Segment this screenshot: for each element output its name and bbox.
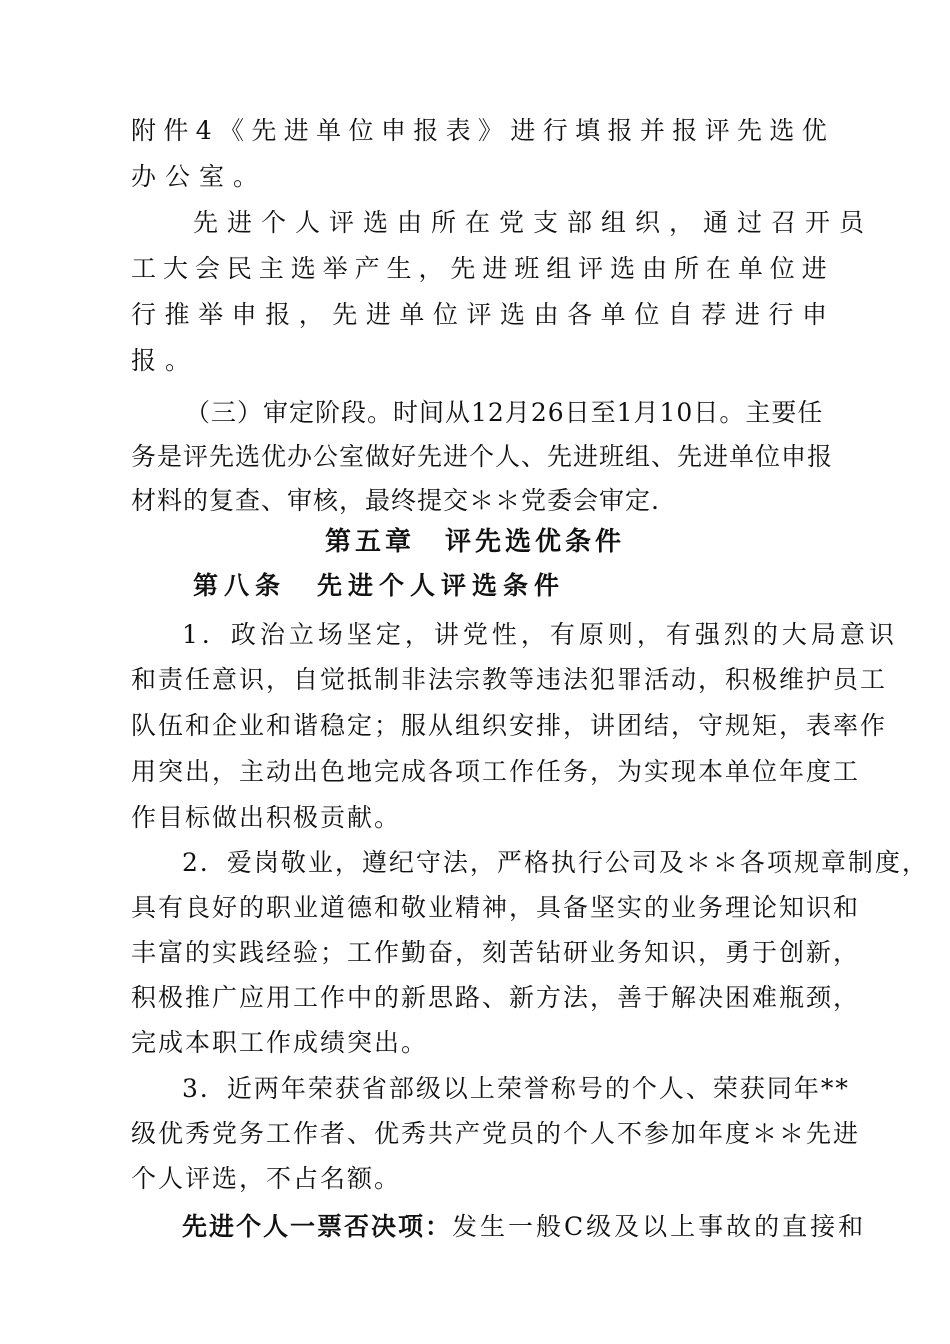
item-line: 作目标做出积极贡献。 (131, 803, 402, 832)
item-line: 完成本职工作成绩突出。 (131, 1028, 429, 1057)
item-line: 丰富的实践经验；工作勤奋，刻苦钻研业务知识，勇于创新， (131, 938, 861, 967)
item-line: 具有良好的职业道德和敬业精神，具备坚实的业务理论知识和 (131, 893, 861, 922)
item-line: 1．政治立场坚定，讲党性，有原则，有强烈的大局意识 (182, 620, 898, 649)
item-line: 级优秀党务工作者、优秀共产党员的个人不参加年度＊＊先进 (131, 1119, 861, 1148)
item-line: 用突出，主动出色地完成各项工作任务，为实现本单位年度工 (131, 757, 861, 786)
paragraph-line: 务是评先选优办公室做好先进个人、先进班组、先进单位申报 (131, 442, 834, 471)
paragraph-line: 附 件 4 《 先 进 单 位 申 报 表 》 进 行 填 报 并 报 评 先 选 优 (131, 116, 827, 145)
item-line: 和责任意识，自觉抵制非法宗教等违法犯罪活动，积极维护员工 (131, 665, 888, 694)
paragraph-line: 材料的复查、审核，最终提交＊＊党委会审定. (131, 486, 660, 515)
item-line: 队伍和企业和谐稳定；服从组织安排，讲团结，守规矩，表率作 (131, 711, 888, 740)
veto-label: 先进个人一票否决项： (182, 1212, 453, 1241)
chapter-title: 第五章 评先选优条件 (324, 527, 625, 557)
item-line: 积极推广应用工作中的新思路、新方法，善于解决困难瓶颈， (131, 983, 861, 1012)
paragraph-line: 办公室。 (131, 162, 268, 191)
paragraph-line: （三）审定阶段。时间从12月26日至1月10日。主要任 (185, 398, 824, 427)
item-line: 个人评选，不占名额。 (131, 1164, 402, 1193)
item-line: 2．爱岗敬业，遵纪守法，严格执行公司及＊＊各项规章制度， (182, 848, 929, 877)
item-line: 3．近两年荣获省部级以上荣誉称号的个人、荣获同年** (182, 1074, 850, 1103)
paragraph-line: 报。 (131, 346, 200, 375)
veto-text: 发生一般C级及以上事故的直接和 (452, 1212, 867, 1241)
paragraph-line: 行 推 举 申 报 ， 先 进 单 位 评 选 由 各 单 位 自 荐 进 行 申 (131, 300, 827, 329)
paragraph-line: 先进个人评选由所在党支部组织，通过召开员 (193, 208, 874, 237)
paragraph-line: 工 大 会 民 主 选 举 产 生 ， 先 进 班 组 评 选 由 所 在 单 位 进 (131, 254, 827, 283)
article-title: 第八条 先进个人评选条件 (193, 571, 566, 600)
veto-line (182, 1212, 866, 1242)
